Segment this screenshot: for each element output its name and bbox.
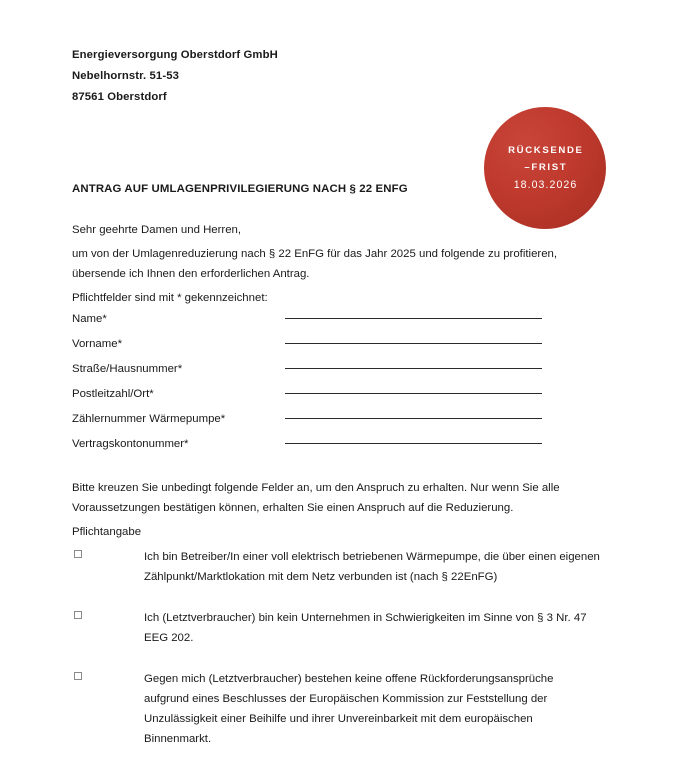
form-field-row [72, 413, 542, 438]
list-item[interactable] [72, 669, 600, 749]
field-label-postleitzahl-ort: Postleitzahl/Ort* [72, 388, 154, 400]
checkbox-empty-icon[interactable] [74, 611, 82, 619]
form-field-row [72, 388, 542, 413]
field-input-line-vorname[interactable] [285, 343, 542, 344]
form-field-row [72, 438, 542, 463]
intro-paragraph: um von der Umlagenreduzierung nach § 22 EnFG für das Jahr 2025 und folgende zu profitieren, übersende ich Ihnen den erforderlichen Antrag. [72, 248, 558, 280]
field-label-vorname: Vorname* [72, 338, 123, 350]
form-field-row [72, 338, 542, 363]
field-input-line-strasse-hausnummer[interactable] [285, 368, 542, 369]
instruction-paragraph: Bitte kreuzen Sie unbedingt folgende Felder an, um den Anspruch zu erhalten. Nur wenn Sie alle Voraussetzungen bestätigen können, erhalten Sie einen Anspruch auf die Reduzierung. [72, 482, 560, 514]
field-label-name: Name* [72, 313, 107, 325]
list-item[interactable] [72, 547, 600, 587]
declaration-text-3: Gegen mich (Letztverbraucher) bestehen keine offene Rückforderungsansprüche aufgrund eines Beschlusses der Europäischen Kommission zur Feststellung der Unzulässigkeit einer Beihilfe und ihrer Unvereinbarkeit mit dem europäischen Binnenmarkt. [144, 673, 554, 745]
form-field-row [72, 363, 542, 388]
stamp-deadline-date: 18.03.2026 [513, 179, 578, 191]
field-label-zaehlernummer-waermepumpe: Zählernummer Wärmepumpe* [72, 413, 226, 425]
page-title: ANTRAG AUF UMLAGENPRIVILEGIERUNG NACH § 22 ENFG [72, 183, 408, 195]
checkbox-empty-icon[interactable] [74, 672, 82, 680]
field-input-line-postleitzahl-ort[interactable] [285, 393, 542, 394]
form-fields [72, 313, 542, 463]
field-input-line-zaehlernummer-waermepumpe[interactable] [285, 418, 542, 419]
stamp-label-line1: RÜCKSENDE [508, 145, 584, 156]
stamp-label-line2: –FRIST [524, 162, 568, 173]
required-fields-note: Pflichtfelder sind mit * gekennzeichnet: [72, 292, 268, 304]
declaration-text-2: Ich (Letztverbraucher) bin kein Unternehmen in Schwierigkeiten im Sinne von § 3 Nr. 47 EEG 202. [144, 612, 587, 644]
sender-address-block [72, 45, 278, 108]
mandatory-declaration-heading: Pflichtangabe [72, 526, 142, 538]
sender-street: Nebelhornstr. 51-53 [72, 70, 179, 82]
return-deadline-stamp [484, 107, 606, 229]
salutation-text: Sehr geehrte Damen und Herren, [72, 224, 242, 236]
field-label-vertragskontonummer: Vertragskontonummer* [72, 438, 189, 450]
sender-company: Energieversorgung Oberstdorf GmbH [72, 49, 278, 61]
declaration-text-1: Ich bin Betreiber/In einer voll elektrisch betriebenen Wärmepumpe, die über einen eigenen Zählpunkt/Marktlokation mit dem Netz verbunden ist (nach § 22EnFG) [144, 551, 600, 583]
sender-city: 87561 Oberstdorf [72, 91, 167, 103]
field-input-line-name[interactable] [285, 318, 542, 319]
checkbox-empty-icon[interactable] [74, 550, 82, 558]
list-item[interactable] [72, 608, 600, 648]
field-input-line-vertragskontonummer[interactable] [285, 443, 542, 444]
form-field-row [72, 313, 542, 338]
field-label-strasse-hausnummer: Straße/Hausnummer* [72, 363, 183, 375]
declaration-checklist [72, 547, 600, 770]
